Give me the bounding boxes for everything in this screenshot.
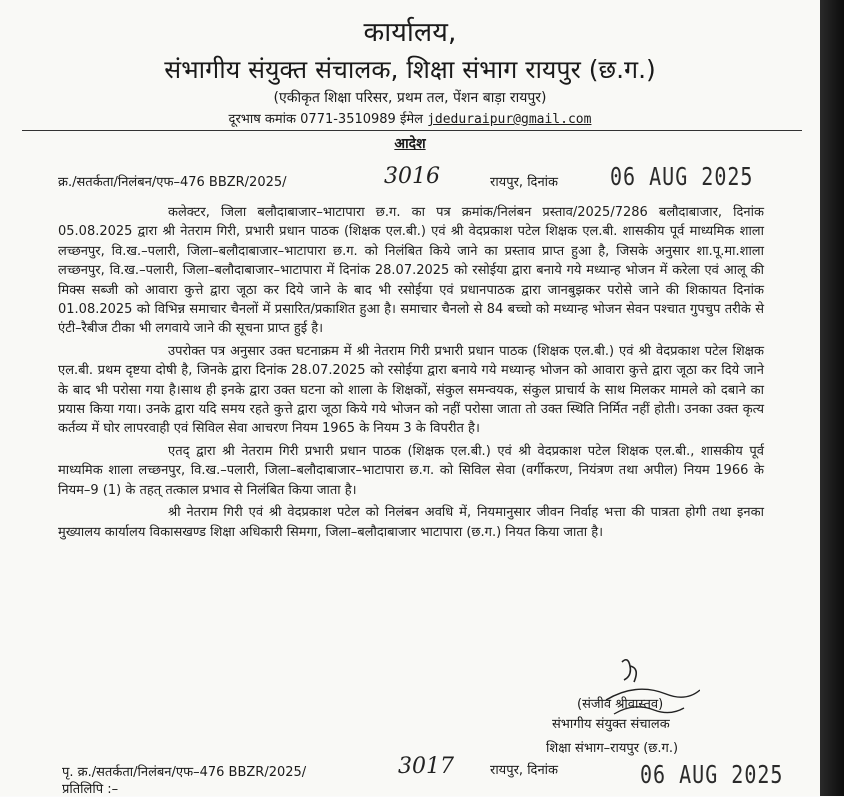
order-date-stamp: 06 AUG 2025 [610, 161, 754, 191]
email-link[interactable]: jdeduraipur@gmail.com [427, 112, 592, 127]
office-title: कार्यालय, [363, 17, 457, 48]
signatory-name: (संजीव श्रीवास्तव) [577, 697, 664, 712]
office-address: (एकीकृत शिक्षा परिसर, प्रथम तल, पेंशन बाड़ा रायपुर) [273, 90, 547, 106]
paragraph-3: एतद् द्वारा श्री नेतराम गिरी प्रभारी प्रधान पाठक (शिक्षक एल.बी.) एवं श्री वेदप्रकाश पटेल शिक्षक एल.बी., शासकीय पूर्व माध्यमिक शाला लच्छनपुर, वि.ख.–पलारी, जिला–बलौदाबाजार–भाटापारा छ.ग. को सिविल सेवा (वर्गीकरण, नियंत्रण तथा अपील) नियम 1966 के नियम–9 (1) के तहत् तत्काल प्रभाव से निलंबित किया जाता है। [58, 443, 764, 498]
phone-label: दूरभाष कमांक 0771-3510989 ईमेल [228, 112, 423, 127]
contact-line [0, 109, 820, 127]
signatory-designation: संभागीय संयुक्त संचालक [552, 717, 670, 732]
paragraph-4: श्री नेतराम गिरी एवं श्री वेदप्रकाश पटेल को निलंबन अवधि में, नियमानुसार जीवन निर्वाह भत्ता की पात्रता होगी तथा इनका मुख्यालय कार्यालय विकासखण्ड शिक्षा अधिकारी सिमगा, जिला–बलौदाबाजार भाटापारा (छ.ग.) नियत किया जाता है। [58, 505, 764, 540]
order-body [58, 203, 764, 545]
order-number: 3016 [384, 164, 440, 189]
copy-city-date-label: रायपुर, दिनांक [490, 763, 559, 778]
order-city-date-label: रायपुर, दिनांक [490, 175, 559, 190]
copy-date-stamp: 06 AUG 2025 [640, 759, 784, 789]
paragraph-1: कलेक्टर, जिला बलौदाबाजार–भाटापारा छ.ग. का पत्र क्रमांक/निलंबन प्रस्ताव/2025/7286 बलौदाबाजार, दिनांक 05.08.2025 द्वारा श्री नेतराम गिरी, प्रभारी प्रधान पाठक (शिक्षक एल.बी.) एवं श्री वेदप्रकाश पटेल शिक्षक एल.बी. शासकीय पूर्व माध्यमिक शाला लच्छनपुर, वि.ख.–पलारी, जिला–बलौदाबाजार–भाटापारा छ.ग. को निलंबित किये जाने का प्रस्ताव प्राप्त हुआ है, जिसके अनुसार शा.पू.मा.शाला लच्छनपुर, वि.ख.–पलारी, जिला–बलौदाबाजार–भाटापारा में दिनांक 28.07.2025 को रसोईया द्वारा बनाये गये मध्यान्ह भोजन में करेला एवं आलू की मिक्स सब्जी को आवारा कुत्ते द्वारा जूठा कर दिये जाने के बाद भी रसोईया एवं प्रधानपाठक द्वारा जानबुझकर परोसे जाने की शिकायत दिनांक 01.08.2025 को विभिन्न समाचार चैनलों में प्रसारित/प्रकाशित हुआ है। समाचार चैनलो से 84 बच्चो को मध्यान्ह भोजन सेवन पश्चात गुपचुप तरीके से एंटी–रैबीज टीका भी लगवाये जाने की सूचना प्राप्त हुई है। [58, 205, 764, 337]
signatory-office: शिक्षा संभाग–रायपुर (छ.ग.) [546, 741, 679, 756]
copy-label: प्रतिलिपि :– [62, 782, 119, 797]
order-title: आदेश [394, 136, 426, 152]
department-title: संभागीय संयुक्त संचालक, शिक्षा संभाग रायपुर (छ.ग.) [164, 55, 656, 84]
header-divider [22, 130, 802, 131]
copy-reference: पृ. क्र./सतर्कता/निलंबन/एफ–476 BBZR/2025/ [62, 765, 307, 780]
copy-number: 3017 [398, 754, 454, 779]
paragraph-2: उपरोक्त पत्र अनुसार उक्त घटनाक्रम में श्री नेतराम गिरी प्रभारी प्रधान पाठक (शिक्षक एल.बी.) एवं श्री वेदप्रकाश पटेल शिक्षक एल.बी. प्रथम दृष्टया दोषी है, जिनके द्वारा दिनांक 28.07.2025 को रसोईया द्वारा बनाये गये मध्यान्ह भोजन को आवारा कुत्ते द्वारा जूठा कर दिये जाने के बाद भी परोसा गया है।साथ ही इनके द्वारा उक्त घटना को शाला के शिक्षकों, संकुल समन्वयक, संकुल प्राचार्य के साथ मिलकर मामले को दबाने का प्रयास किया गया। उनके द्वारा यदि समय रहते कुत्ते द्वारा जूठा किये गये भोजन को नहीं परोसा जाता तो उक्त स्थिति निर्मित नहीं होती। उनका उक्त कृत्य कर्तव्य में घोर लापरवाही एवं सिविल सेवा आचरण नियम 1965 के नियम 3 के विपरीत है। [58, 343, 764, 437]
scan-border [820, 0, 844, 796]
order-reference: क्र./सतर्कता/निलंबन/एफ–476 BBZR/2025/ [58, 175, 287, 190]
